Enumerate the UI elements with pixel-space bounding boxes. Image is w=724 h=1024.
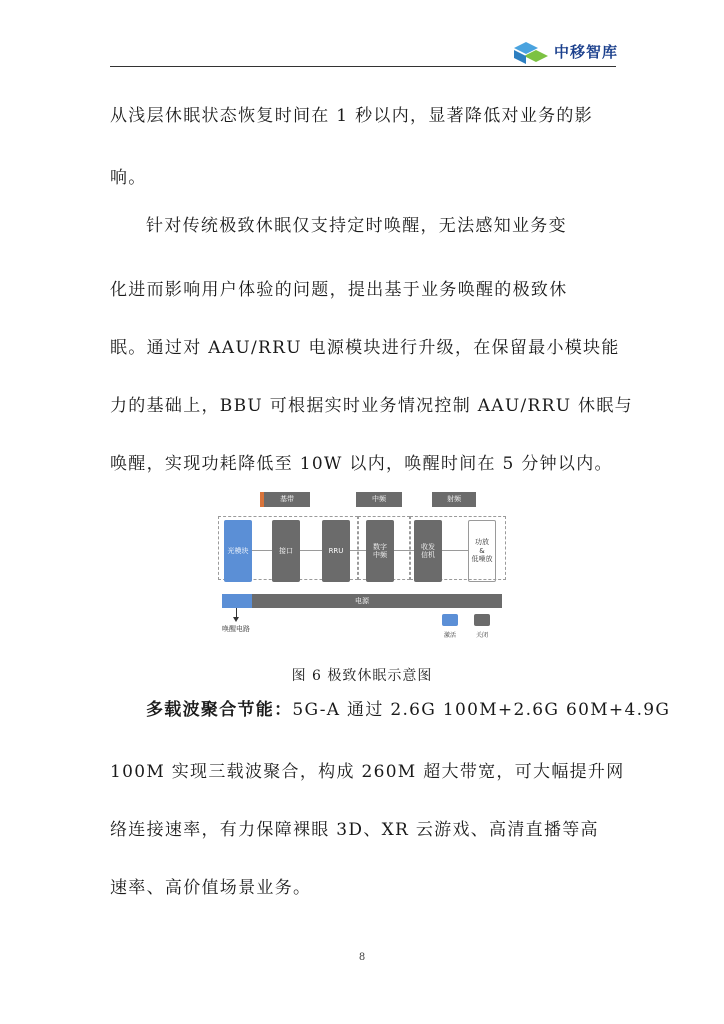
- header-divider: [110, 66, 616, 67]
- bold-heading: 多载波聚合节能：: [146, 700, 293, 720]
- text-line: 从浅层休眠状态恢复时间在 1 秒以内，显著降低对业务的影: [110, 106, 594, 126]
- module-rru: RRU: [322, 520, 350, 582]
- power-active-segment: [222, 594, 252, 608]
- legend-active-swatch: [442, 614, 458, 626]
- figure-caption: 图 6 极致休眠示意图: [291, 668, 433, 684]
- text-line: 针对传统极致休眠仅支持定时唤醒，无法感知业务变: [146, 216, 567, 236]
- legend-off-label: 关闭: [476, 632, 489, 639]
- category-rf: 射频: [432, 492, 476, 507]
- legend-active-label: 激活: [444, 632, 457, 639]
- connector: [300, 550, 322, 551]
- module-digital-if: 数字 中频: [366, 520, 394, 582]
- text-line: 速率、高价值场景业务。: [110, 878, 312, 898]
- module-pa-lna: 功放 & 低噪放: [468, 520, 496, 582]
- logo-text: 中移智库: [554, 42, 619, 61]
- connector: [350, 550, 366, 551]
- text-line: 100M 实现三载波聚合，构成 260M 超大带宽，可大幅提升网: [110, 762, 625, 782]
- text-line: [146, 702, 670, 719]
- arrowhead-icon: [233, 617, 239, 622]
- sleep-diagram: [218, 490, 508, 642]
- module-optical: 光模块: [224, 520, 252, 582]
- connector: [394, 550, 414, 551]
- page-number: 8: [358, 952, 366, 963]
- wake-circuit-label: 唤醒电路: [222, 625, 250, 633]
- logo-cube-icon: [510, 36, 550, 66]
- power-bar: 电源: [222, 594, 502, 608]
- connector: [442, 550, 468, 551]
- module-interface: 接口: [272, 520, 300, 582]
- module-transceiver: 收发 信机: [414, 520, 442, 582]
- text-line: 响。: [110, 168, 147, 188]
- text-line: 力的基础上，BBU 可根据实时业务情况控制 AAU/RRU 休眠与: [110, 396, 633, 416]
- category-baseband: 基带: [264, 492, 310, 507]
- category-if: 中频: [356, 492, 402, 507]
- text-line: 络连接速率，有力保障裸眼 3D、XR 云游戏、高清直播等高: [110, 820, 599, 840]
- text-line: 眠。通过对 AAU/RRU 电源模块进行升级，在保留最小模块能: [110, 338, 620, 358]
- text-line: 化进而影响用户体验的问题，提出基于业务唤醒的极致休: [110, 280, 568, 300]
- logo: [510, 36, 618, 66]
- text-span: 5G-A 通过 2.6G 100M+2.6G 60M+4.9G: [292, 700, 671, 720]
- text-line: 唤醒，实现功耗降低至 10W 以内，唤醒时间在 5 分钟以内。: [110, 454, 613, 474]
- connector: [252, 550, 272, 551]
- legend-off-swatch: [474, 614, 490, 626]
